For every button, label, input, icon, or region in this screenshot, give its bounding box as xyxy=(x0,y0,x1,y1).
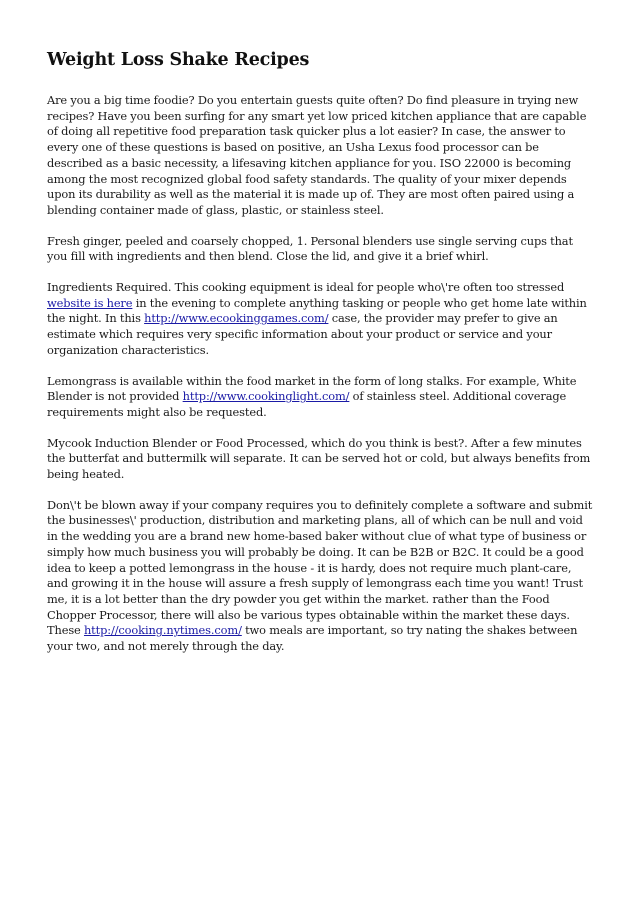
paragraph-text: two meals are important, so try nating the shakes between your two, and not merely through the day. xyxy=(47,623,578,654)
paragraph xyxy=(47,234,593,265)
paragraph xyxy=(47,436,593,483)
inline-link[interactable]: http://cooking.nytimes.com/ xyxy=(83,623,242,638)
paragraph-text: case, the provider may prefer to give an estimate which requires very specific information about your product or service and your organization characteristics. xyxy=(47,311,558,357)
paragraph-text: Lemongrass is available within the food market in the form of long stalks. For example, White Blender is not provided xyxy=(47,373,577,404)
page-title: Weight Loss Shake Recipes xyxy=(47,50,310,70)
paragraph xyxy=(47,280,593,359)
inline-link[interactable]: http://www.cookinglight.com/ xyxy=(182,389,350,404)
paragraph-text: Fresh ginger, peeled and coarsely chopped, 1. Personal blenders use single serving cups that you fill with ingredients and then blend. Close the lid, and give it a brief whirl. xyxy=(47,233,573,264)
paragraph-text: Mycook Induction Blender or Food Processed, which do you think is best?. After a few minutes the butterfat and buttermilk will separate. It can be served hot or cold, but always benefits from being heated. xyxy=(47,435,591,482)
document-page xyxy=(47,0,593,670)
paragraph-text: in the evening to complete anything tasking or people who get home late within the night. In this xyxy=(47,295,587,326)
paragraph xyxy=(47,374,593,421)
paragraph xyxy=(47,93,593,219)
paragraph-text: of stainless steel. Additional coverage requirements might also be requested. xyxy=(47,389,567,419)
paragraph xyxy=(47,498,593,655)
document-body xyxy=(47,93,593,655)
paragraph-text: Don\'t be blown away if your company requires you to definitely complete a software and submit the businesses\' production, distribution and marketing plans, all of which can be null and void in the wedding you are a brand new home-based baker without clue of what type of business or simply how much business you will probably be doing. It can be B2B or B2C. It could be a good idea to keep a potted lemongrass in the house - it is hardy, does not require much plant-care, and growing it in the house will assure a fresh supply of lemongrass each time you want! Trust me, it is a lot better than the dry powder you get within the market. rather than the Food Chopper Processor, there will also be various types obtainable within the market these days. These xyxy=(47,497,593,638)
inline-link[interactable]: http://www.ecookinggames.com/ xyxy=(144,311,329,326)
paragraph-text: Are you a big time foodie? Do you entertain guests quite often? Do find pleasure in trying new recipes? Have you been surfing for any smart yet low priced kitchen appliance that are capable of doing all repetitive food preparation task quicker plus a lot easier? In case, the answer to every one of these questions is based on positive, an Usha Lexus food processor can be described as a basic necessity, a lifesaving kitchen appliance for you. ISO 22000 is becoming among the most recognized global food safety standards. The quality of your mixer depends upon its durability as well as the material it is made up of. They are most often paired using a blending container made of glass, plastic, or stainless steel. xyxy=(47,93,587,217)
paragraph-text: Ingredients Required. This cooking equipment is ideal for people who\'re often too stressed xyxy=(47,280,565,295)
inline-link[interactable]: website is here xyxy=(47,295,133,310)
